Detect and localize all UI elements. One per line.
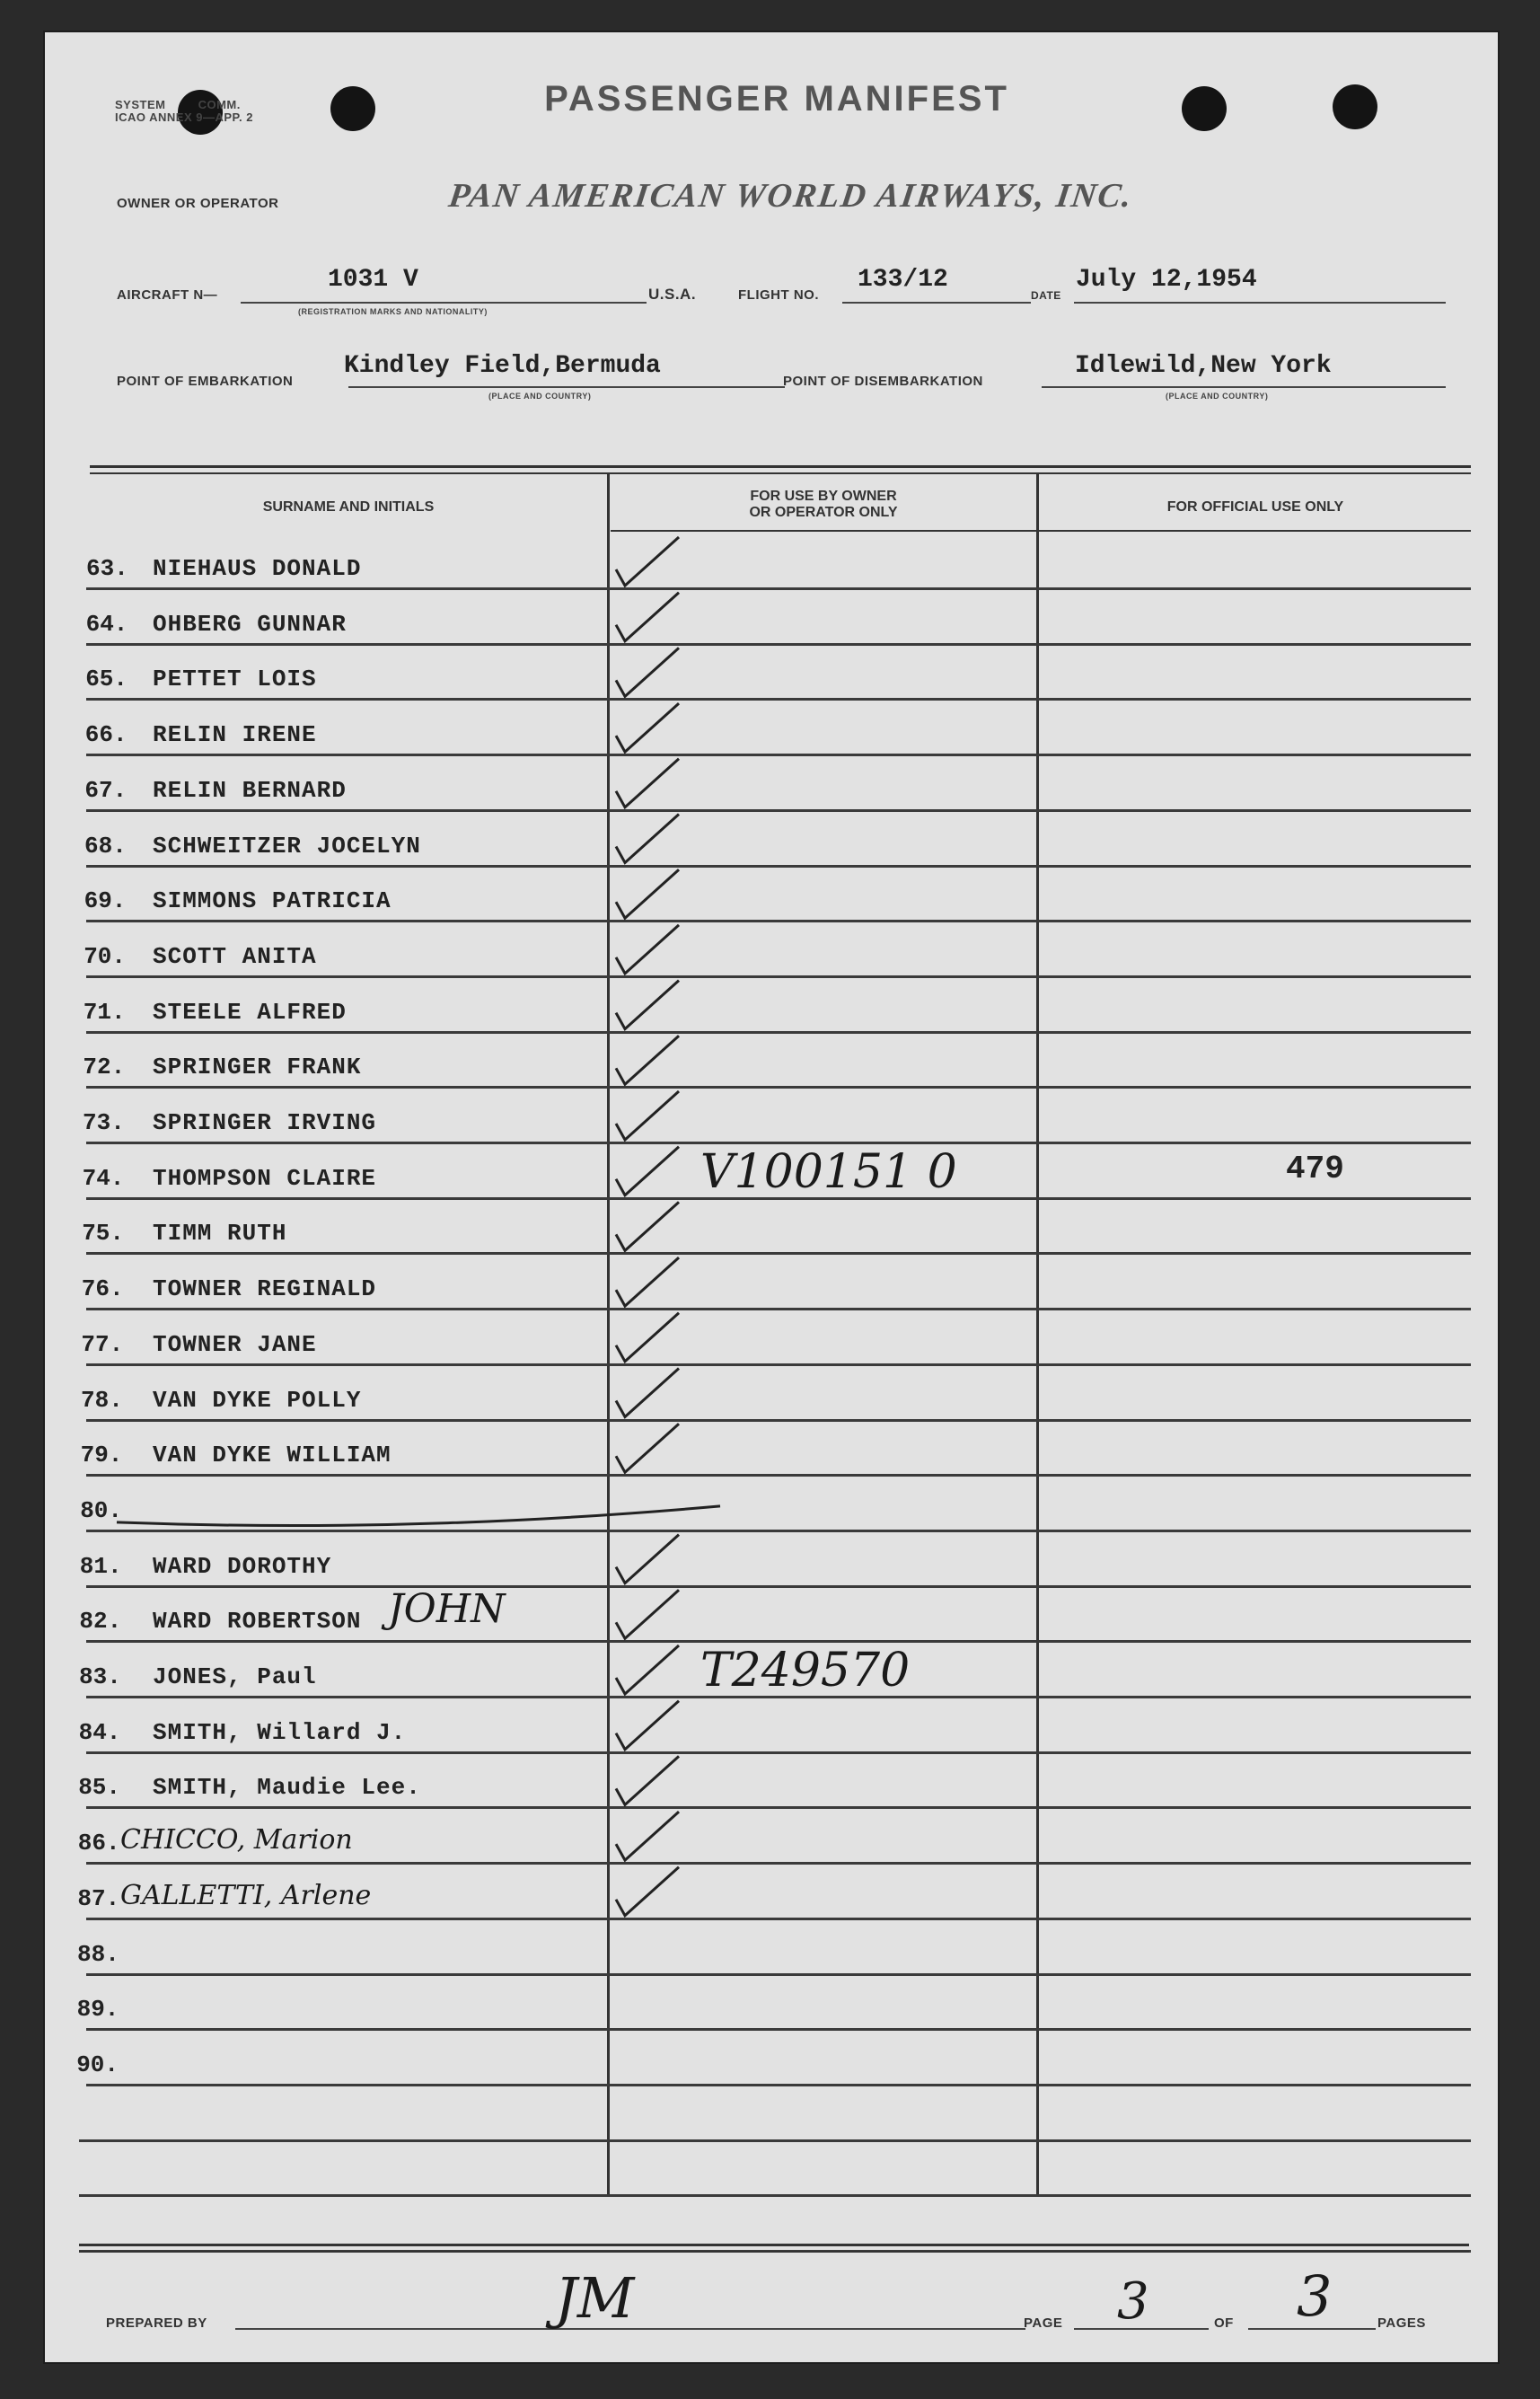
check-mark xyxy=(616,1147,679,1195)
row-number: 63. xyxy=(86,555,128,582)
date-label: DATE xyxy=(1031,289,1061,302)
row-number: 84. xyxy=(78,1718,121,1746)
handwritten-correction: JOHN xyxy=(388,1586,506,1633)
embarkation-label: POINT OF EMBARKATION xyxy=(117,374,294,389)
row-number: 68. xyxy=(84,832,127,860)
passenger-name: STEELE ALFRED xyxy=(153,998,347,1026)
check-mark xyxy=(616,1202,679,1250)
check-mark xyxy=(616,1756,679,1804)
row-number: 69. xyxy=(84,887,127,915)
row-number: 80. xyxy=(80,1496,122,1524)
prepared-label: PREPARED BY xyxy=(106,2315,207,2331)
page-label: PAGE xyxy=(1024,2315,1063,2331)
flight-value: 133/12 xyxy=(858,266,948,294)
row-number: 75. xyxy=(82,1220,124,1248)
row-number: 76. xyxy=(81,1275,124,1303)
passenger-name: SMITH, Maudie Lee. xyxy=(153,1774,421,1802)
row-number: 71. xyxy=(83,998,126,1026)
row-number: 79. xyxy=(80,1442,123,1469)
owner-column-header: FOR USE BY OWNER OR OPERATOR ONLY xyxy=(749,489,898,520)
row-number: 64. xyxy=(85,610,128,638)
row-number: 72. xyxy=(83,1054,126,1081)
passenger-name: SMITH, Willard J. xyxy=(153,1718,407,1746)
passenger-name: THOMPSON CLAIRE xyxy=(153,1164,377,1192)
aircraft-value: 1031 V xyxy=(328,266,418,294)
passenger-name: SCHWEITZER JOCELYN xyxy=(153,832,421,860)
check-mark xyxy=(616,1867,679,1916)
row-number: 66. xyxy=(84,721,128,749)
passenger-name: CHICCO, Marion xyxy=(120,1824,353,1857)
disembarkation-value: Idlewild,New York xyxy=(1075,352,1332,380)
passenger-name: SPRINGER FRANK xyxy=(153,1054,362,1081)
row-number: 83. xyxy=(79,1663,121,1690)
check-mark xyxy=(616,703,679,752)
check-mark xyxy=(616,1369,679,1417)
check-mark xyxy=(616,1535,679,1583)
passenger-name: NIEHAUS DONALD xyxy=(153,555,362,582)
passenger-name: TOWNER JANE xyxy=(153,1330,317,1358)
usa-label: U.S.A. xyxy=(648,286,697,303)
check-mark xyxy=(616,1424,679,1472)
passenger-name: PETTET LOIS xyxy=(153,666,317,693)
operator-note: T249570 xyxy=(700,1644,911,1698)
check-mark xyxy=(616,593,679,641)
row-number: 88. xyxy=(77,1940,119,1968)
row-number: 87. xyxy=(77,1884,120,1912)
pages-label: PAGES xyxy=(1377,2315,1426,2331)
passenger-name: WARD ROBERTSON xyxy=(153,1608,362,1636)
passenger-name: RELIN IRENE xyxy=(153,721,317,749)
total-pages: 3 xyxy=(1297,2263,1333,2329)
page-title: PASSENGER MANIFEST xyxy=(544,79,1009,119)
check-mark xyxy=(616,759,679,807)
check-mark xyxy=(616,1036,679,1084)
row-number: 86. xyxy=(77,1830,120,1857)
passenger-name: RELIN BERNARD xyxy=(153,776,347,804)
passenger-name: TIMM RUTH xyxy=(153,1220,287,1248)
passenger-name: VAN DYKE POLLY xyxy=(153,1386,362,1414)
check-mark xyxy=(616,815,679,863)
row-number: 65. xyxy=(85,666,128,693)
check-mark xyxy=(616,1091,679,1140)
check-mark xyxy=(616,925,679,974)
row-number: 85. xyxy=(78,1774,120,1802)
date-value: July 12,1954 xyxy=(1076,266,1257,294)
passenger-name: OHBERG GUNNAR xyxy=(153,610,347,638)
owner-label: OWNER OR OPERATOR xyxy=(117,196,279,211)
row-number: 70. xyxy=(84,942,126,970)
registration-note: (REGISTRATION MARKS AND NATIONALITY) xyxy=(298,307,488,316)
place-note: (PLACE AND COUNTRY) xyxy=(1166,392,1269,401)
check-mark xyxy=(616,981,679,1029)
check-mark xyxy=(616,1645,679,1694)
passenger-name: JONES, Paul xyxy=(153,1663,317,1690)
disembarkation-label: POINT OF DISEMBARKATION xyxy=(783,374,983,389)
check-mark xyxy=(616,1701,679,1750)
check-mark xyxy=(616,869,679,918)
place-note: (PLACE AND COUNTRY) xyxy=(488,392,592,401)
passenger-name: SIMMONS PATRICIA xyxy=(153,887,392,915)
passenger-name: SPRINGER IRVING xyxy=(153,1109,377,1136)
row-number: 90. xyxy=(76,2051,119,2078)
strike-through xyxy=(117,1506,720,1526)
row-number: 67. xyxy=(84,776,128,804)
row-number: 82. xyxy=(79,1608,122,1636)
flight-label: FLIGHT NO. xyxy=(738,287,819,303)
row-number: 77. xyxy=(81,1330,124,1358)
operator-note: V100151 0 xyxy=(700,1144,957,1199)
check-mark xyxy=(616,1812,679,1860)
aircraft-label: AIRCRAFT N— xyxy=(117,287,218,303)
check-mark xyxy=(616,1590,679,1638)
check-mark xyxy=(616,537,679,586)
form-reference: SYSTEM COMM. ICAO ANNEX 9—APP. 2 xyxy=(115,98,253,124)
row-number: 89. xyxy=(76,1996,119,2024)
check-mark xyxy=(616,1313,679,1362)
passenger-name: GALLETTI, Arlene xyxy=(120,1879,372,1911)
official-entry: 479 xyxy=(1286,1150,1344,1187)
surname-column-header: SURNAME AND INITIALS xyxy=(262,499,435,515)
operator-name: PAN AMERICAN WORLD AIRWAYS, INC. xyxy=(446,177,1136,215)
check-mark xyxy=(616,1257,679,1306)
row-number: 78. xyxy=(81,1386,123,1414)
row-number: 73. xyxy=(83,1109,125,1136)
official-column-header: FOR OFFICIAL USE ONLY xyxy=(1166,499,1344,515)
row-number: 74. xyxy=(82,1164,125,1192)
of-label: OF xyxy=(1214,2315,1234,2331)
passenger-name: WARD DOROTHY xyxy=(153,1552,332,1580)
check-mark xyxy=(616,648,679,696)
page-number: 3 xyxy=(1117,2272,1149,2331)
passenger-name: TOWNER REGINALD xyxy=(153,1275,377,1303)
passenger-name: SCOTT ANITA xyxy=(153,942,317,970)
row-number: 81. xyxy=(79,1552,122,1580)
prepared-signature: JM xyxy=(555,2265,635,2331)
embarkation-value: Kindley Field,Bermuda xyxy=(344,352,661,380)
passenger-name: VAN DYKE WILLIAM xyxy=(153,1442,392,1469)
